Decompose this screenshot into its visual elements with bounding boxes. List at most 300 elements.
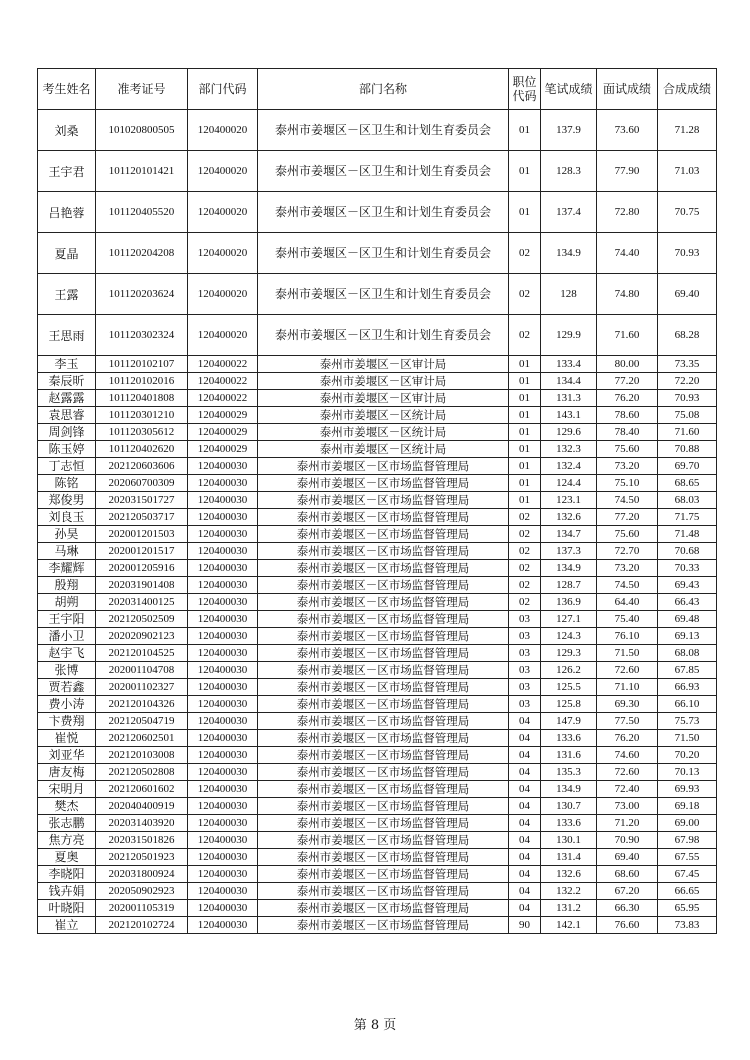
cell-ticket-no: 202120501923: [96, 849, 188, 866]
cell-total-score: 66.65: [658, 883, 717, 900]
cell-dept-name: 泰州市姜堰区－区市场监督管理局: [258, 832, 509, 849]
cell-dept-name: 泰州市姜堰区－区市场监督管理局: [258, 594, 509, 611]
cell-dept-name: 泰州市姜堰区－区市场监督管理局: [258, 883, 509, 900]
cell-dept-code: 120400029: [188, 424, 258, 441]
cell-dept-name: 泰州市姜堰区－区卫生和计划生育委员会: [258, 151, 509, 192]
table-row: [38, 679, 717, 696]
cell-written-score: 132.2: [541, 883, 597, 900]
cell-interview-score: 74.50: [597, 492, 658, 509]
cell-total-score: 67.45: [658, 866, 717, 883]
cell-ticket-no: 101120204208: [96, 233, 188, 274]
table-row: [38, 645, 717, 662]
table-row: [38, 900, 717, 917]
table-body: [38, 110, 717, 934]
cell-interview-score: 74.50: [597, 577, 658, 594]
table-row: [38, 577, 717, 594]
cell-ticket-no: 202040400919: [96, 798, 188, 815]
cell-ticket-no: 202031403920: [96, 815, 188, 832]
cell-total-score: 68.08: [658, 645, 717, 662]
cell-ticket-no: 202120503717: [96, 509, 188, 526]
cell-dept-code: 120400030: [188, 730, 258, 747]
cell-dept-name: 泰州市姜堰区－区市场监督管理局: [258, 628, 509, 645]
cell-candidate-name: 樊杰: [38, 798, 96, 815]
cell-written-score: 133.6: [541, 730, 597, 747]
cell-written-score: 134.9: [541, 233, 597, 274]
cell-dept-code: 120400030: [188, 679, 258, 696]
cell-candidate-name: 胡朔: [38, 594, 96, 611]
cell-position-code: 04: [509, 815, 541, 832]
cell-position-code: 03: [509, 611, 541, 628]
cell-candidate-name: 马琳: [38, 543, 96, 560]
cell-ticket-no: 101120102107: [96, 356, 188, 373]
cell-ticket-no: 101120401808: [96, 390, 188, 407]
table-row: [38, 628, 717, 645]
cell-position-code: 01: [509, 390, 541, 407]
cell-written-score: 135.3: [541, 764, 597, 781]
table-row: [38, 274, 717, 315]
cell-total-score: 75.73: [658, 713, 717, 730]
table-row: [38, 441, 717, 458]
cell-ticket-no: 202031901408: [96, 577, 188, 594]
table-row: [38, 233, 717, 274]
cell-dept-code: 120400030: [188, 645, 258, 662]
cell-ticket-no: 101120101421: [96, 151, 188, 192]
cell-ticket-no: 202020902123: [96, 628, 188, 645]
cell-position-code: 01: [509, 424, 541, 441]
cell-dept-code: 120400030: [188, 577, 258, 594]
cell-interview-score: 76.60: [597, 917, 658, 934]
cell-written-score: 131.4: [541, 849, 597, 866]
cell-interview-score: 75.60: [597, 526, 658, 543]
cell-ticket-no: 202120103008: [96, 747, 188, 764]
cell-interview-score: 69.30: [597, 696, 658, 713]
table-row: [38, 662, 717, 679]
cell-dept-code: 120400022: [188, 356, 258, 373]
cell-dept-name: 泰州市姜堰区－区统计局: [258, 407, 509, 424]
table-row: [38, 594, 717, 611]
cell-candidate-name: 丁志恒: [38, 458, 96, 475]
cell-total-score: 71.48: [658, 526, 717, 543]
cell-interview-score: 74.60: [597, 747, 658, 764]
cell-position-code: 01: [509, 441, 541, 458]
cell-position-code: 01: [509, 458, 541, 475]
cell-total-score: 68.03: [658, 492, 717, 509]
cell-ticket-no: 202120603606: [96, 458, 188, 475]
cell-candidate-name: 王宇君: [38, 151, 96, 192]
cell-dept-name: 泰州市姜堰区－区市场监督管理局: [258, 662, 509, 679]
cell-position-code: 01: [509, 356, 541, 373]
cell-candidate-name: 李晓阳: [38, 866, 96, 883]
cell-interview-score: 71.50: [597, 645, 658, 662]
table-row: [38, 696, 717, 713]
cell-dept-name: 泰州市姜堰区－区市场监督管理局: [258, 730, 509, 747]
header-interview-score: 面试成绩: [597, 69, 658, 110]
cell-candidate-name: 崔立: [38, 917, 96, 934]
cell-ticket-no: 202001201503: [96, 526, 188, 543]
cell-interview-score: 75.40: [597, 611, 658, 628]
cell-position-code: 02: [509, 543, 541, 560]
cell-candidate-name: 王露: [38, 274, 96, 315]
cell-dept-code: 120400029: [188, 407, 258, 424]
cell-ticket-no: 202060700309: [96, 475, 188, 492]
cell-candidate-name: 吕艳蓉: [38, 192, 96, 233]
cell-interview-score: 73.20: [597, 458, 658, 475]
cell-dept-name: 泰州市姜堰区－区市场监督管理局: [258, 764, 509, 781]
cell-total-score: 68.65: [658, 475, 717, 492]
cell-interview-score: 73.00: [597, 798, 658, 815]
cell-dept-name: 泰州市姜堰区－区市场监督管理局: [258, 560, 509, 577]
cell-candidate-name: 殷翔: [38, 577, 96, 594]
cell-dept-name: 泰州市姜堰区－区市场监督管理局: [258, 917, 509, 934]
cell-position-code: 02: [509, 526, 541, 543]
cell-ticket-no: 202031501826: [96, 832, 188, 849]
cell-dept-code: 120400030: [188, 560, 258, 577]
cell-written-score: 133.4: [541, 356, 597, 373]
cell-written-score: 132.6: [541, 866, 597, 883]
cell-interview-score: 73.60: [597, 110, 658, 151]
cell-position-code: 02: [509, 274, 541, 315]
cell-position-code: 03: [509, 696, 541, 713]
cell-interview-score: 75.60: [597, 441, 658, 458]
cell-candidate-name: 叶晓阳: [38, 900, 96, 917]
cell-dept-name: 泰州市姜堰区－区卫生和计划生育委员会: [258, 233, 509, 274]
cell-interview-score: 70.90: [597, 832, 658, 849]
cell-dept-code: 120400029: [188, 441, 258, 458]
cell-position-code: 01: [509, 475, 541, 492]
cell-total-score: 69.13: [658, 628, 717, 645]
cell-ticket-no: 202031501727: [96, 492, 188, 509]
cell-total-score: 71.03: [658, 151, 717, 192]
cell-dept-code: 120400030: [188, 866, 258, 883]
cell-candidate-name: 卞费翔: [38, 713, 96, 730]
cell-interview-score: 75.10: [597, 475, 658, 492]
cell-written-score: 134.9: [541, 560, 597, 577]
cell-written-score: 137.4: [541, 192, 597, 233]
cell-ticket-no: 202120504719: [96, 713, 188, 730]
cell-candidate-name: 张博: [38, 662, 96, 679]
cell-ticket-no: 202120104326: [96, 696, 188, 713]
table-row: [38, 543, 717, 560]
cell-total-score: 70.93: [658, 233, 717, 274]
cell-ticket-no: 202001205916: [96, 560, 188, 577]
cell-written-score: 133.6: [541, 815, 597, 832]
cell-position-code: 03: [509, 628, 541, 645]
cell-dept-name: 泰州市姜堰区－区统计局: [258, 424, 509, 441]
cell-ticket-no: 202031800924: [96, 866, 188, 883]
table-row: [38, 849, 717, 866]
cell-candidate-name: 刘良玉: [38, 509, 96, 526]
table-row: [38, 832, 717, 849]
cell-dept-code: 120400030: [188, 696, 258, 713]
table-row: [38, 151, 717, 192]
table-row: [38, 730, 717, 747]
cell-candidate-name: 刘亚华: [38, 747, 96, 764]
cell-interview-score: 77.20: [597, 373, 658, 390]
cell-written-score: 137.3: [541, 543, 597, 560]
table-row: [38, 390, 717, 407]
cell-written-score: 128.3: [541, 151, 597, 192]
cell-dept-name: 泰州市姜堰区－区卫生和计划生育委员会: [258, 192, 509, 233]
cell-position-code: 90: [509, 917, 541, 934]
cell-ticket-no: 202001104708: [96, 662, 188, 679]
cell-dept-name: 泰州市姜堰区－区市场监督管理局: [258, 781, 509, 798]
cell-total-score: 70.88: [658, 441, 717, 458]
cell-dept-code: 120400020: [188, 233, 258, 274]
cell-total-score: 71.50: [658, 730, 717, 747]
cell-written-score: 129.9: [541, 315, 597, 356]
cell-candidate-name: 袁思睿: [38, 407, 96, 424]
cell-interview-score: 68.60: [597, 866, 658, 883]
cell-interview-score: 74.80: [597, 274, 658, 315]
cell-total-score: 67.55: [658, 849, 717, 866]
cell-candidate-name: 刘桑: [38, 110, 96, 151]
cell-interview-score: 78.60: [597, 407, 658, 424]
cell-position-code: 01: [509, 373, 541, 390]
cell-total-score: 71.60: [658, 424, 717, 441]
cell-position-code: 01: [509, 192, 541, 233]
cell-dept-name: 泰州市姜堰区－区卫生和计划生育委员会: [258, 315, 509, 356]
cell-interview-score: 76.20: [597, 730, 658, 747]
cell-candidate-name: 崔悦: [38, 730, 96, 747]
cell-ticket-no: 101120302324: [96, 315, 188, 356]
cell-ticket-no: 202001102327: [96, 679, 188, 696]
cell-dept-name: 泰州市姜堰区－区市场监督管理局: [258, 679, 509, 696]
cell-written-score: 132.4: [541, 458, 597, 475]
cell-total-score: 71.75: [658, 509, 717, 526]
table-row: [38, 373, 717, 390]
cell-position-code: 02: [509, 594, 541, 611]
cell-written-score: 131.2: [541, 900, 597, 917]
cell-ticket-no: 101120102016: [96, 373, 188, 390]
cell-dept-name: 泰州市姜堰区－区市场监督管理局: [258, 526, 509, 543]
cell-position-code: 04: [509, 798, 541, 815]
header-total-score: 合成成绩: [658, 69, 717, 110]
cell-dept-code: 120400030: [188, 662, 258, 679]
cell-interview-score: 77.50: [597, 713, 658, 730]
cell-dept-code: 120400030: [188, 526, 258, 543]
cell-position-code: 02: [509, 560, 541, 577]
cell-candidate-name: 夏奥: [38, 849, 96, 866]
cell-position-code: 01: [509, 151, 541, 192]
cell-total-score: 69.18: [658, 798, 717, 815]
cell-written-score: 128.7: [541, 577, 597, 594]
table-row: [38, 560, 717, 577]
cell-interview-score: 73.20: [597, 560, 658, 577]
cell-candidate-name: 王思雨: [38, 315, 96, 356]
cell-candidate-name: 李耀辉: [38, 560, 96, 577]
cell-written-score: 147.9: [541, 713, 597, 730]
cell-dept-name: 泰州市姜堰区－区市场监督管理局: [258, 713, 509, 730]
cell-dept-code: 120400030: [188, 815, 258, 832]
cell-dept-name: 泰州市姜堰区－区市场监督管理局: [258, 611, 509, 628]
cell-dept-name: 泰州市姜堰区－区市场监督管理局: [258, 815, 509, 832]
cell-ticket-no: 202120102724: [96, 917, 188, 934]
cell-interview-score: 72.40: [597, 781, 658, 798]
table-row: [38, 713, 717, 730]
cell-dept-code: 120400020: [188, 151, 258, 192]
cell-ticket-no: 202001201517: [96, 543, 188, 560]
cell-written-score: 136.9: [541, 594, 597, 611]
table-row: [38, 917, 717, 934]
table-row: [38, 798, 717, 815]
cell-written-score: 126.2: [541, 662, 597, 679]
cell-ticket-no: 202050902923: [96, 883, 188, 900]
cell-written-score: 125.5: [541, 679, 597, 696]
cell-total-score: 70.75: [658, 192, 717, 233]
table-row: [38, 509, 717, 526]
cell-dept-code: 120400030: [188, 764, 258, 781]
cell-written-score: 129.3: [541, 645, 597, 662]
cell-interview-score: 80.00: [597, 356, 658, 373]
cell-written-score: 125.8: [541, 696, 597, 713]
cell-written-score: 129.6: [541, 424, 597, 441]
cell-dept-name: 泰州市姜堰区－区市场监督管理局: [258, 458, 509, 475]
cell-position-code: 04: [509, 747, 541, 764]
cell-total-score: 70.68: [658, 543, 717, 560]
table-row: [38, 110, 717, 151]
page-number: 第 8 页: [353, 1018, 397, 1033]
cell-total-score: 69.40: [658, 274, 717, 315]
cell-dept-code: 120400030: [188, 713, 258, 730]
cell-dept-code: 120400020: [188, 110, 258, 151]
cell-written-score: 132.3: [541, 441, 597, 458]
cell-interview-score: 77.90: [597, 151, 658, 192]
cell-written-score: 130.7: [541, 798, 597, 815]
cell-written-score: 131.3: [541, 390, 597, 407]
cell-position-code: 04: [509, 730, 541, 747]
cell-written-score: 142.1: [541, 917, 597, 934]
cell-total-score: 68.28: [658, 315, 717, 356]
cell-total-score: 73.35: [658, 356, 717, 373]
cell-candidate-name: 赵露露: [38, 390, 96, 407]
cell-dept-name: 泰州市姜堰区－区审计局: [258, 390, 509, 407]
table-row: [38, 815, 717, 832]
cell-dept-code: 120400030: [188, 458, 258, 475]
cell-dept-code: 120400030: [188, 883, 258, 900]
header-dept-name: 部门名称: [258, 69, 509, 110]
cell-dept-name: 泰州市姜堰区－区市场监督管理局: [258, 798, 509, 815]
cell-total-score: 69.43: [658, 577, 717, 594]
cell-written-score: 143.1: [541, 407, 597, 424]
table-row: [38, 407, 717, 424]
cell-position-code: 03: [509, 679, 541, 696]
table-row: [38, 356, 717, 373]
table-row: [38, 424, 717, 441]
cell-dept-code: 120400030: [188, 900, 258, 917]
table-row: [38, 747, 717, 764]
cell-total-score: 69.00: [658, 815, 717, 832]
cell-written-score: 124.3: [541, 628, 597, 645]
cell-candidate-name: 陈铭: [38, 475, 96, 492]
cell-dept-name: 泰州市姜堰区－区统计局: [258, 441, 509, 458]
cell-dept-code: 120400030: [188, 492, 258, 509]
cell-dept-code: 120400030: [188, 543, 258, 560]
cell-written-score: 134.9: [541, 781, 597, 798]
cell-total-score: 69.48: [658, 611, 717, 628]
table-row: [38, 475, 717, 492]
cell-candidate-name: 王宇阳: [38, 611, 96, 628]
cell-dept-name: 泰州市姜堰区－区市场监督管理局: [258, 866, 509, 883]
header-name: 考生姓名: [38, 69, 96, 110]
cell-dept-name: 泰州市姜堰区－区市场监督管理局: [258, 747, 509, 764]
cell-candidate-name: 秦辰昕: [38, 373, 96, 390]
cell-written-score: 124.4: [541, 475, 597, 492]
cell-candidate-name: 周剑锋: [38, 424, 96, 441]
cell-candidate-name: 费小涛: [38, 696, 96, 713]
cell-total-score: 73.83: [658, 917, 717, 934]
cell-interview-score: 78.40: [597, 424, 658, 441]
cell-written-score: 123.1: [541, 492, 597, 509]
cell-position-code: 04: [509, 866, 541, 883]
cell-interview-score: 71.60: [597, 315, 658, 356]
cell-interview-score: 76.10: [597, 628, 658, 645]
cell-ticket-no: 101120301210: [96, 407, 188, 424]
header-ticket-no: 准考证号: [96, 69, 188, 110]
table-header-row: [38, 69, 717, 110]
cell-position-code: 01: [509, 407, 541, 424]
cell-interview-score: 71.10: [597, 679, 658, 696]
cell-position-code: 02: [509, 577, 541, 594]
cell-dept-code: 120400020: [188, 274, 258, 315]
cell-candidate-name: 唐友梅: [38, 764, 96, 781]
cell-dept-name: 泰州市姜堰区－区市场监督管理局: [258, 492, 509, 509]
cell-interview-score: 74.40: [597, 233, 658, 274]
cell-position-code: 02: [509, 315, 541, 356]
cell-dept-name: 泰州市姜堰区－区市场监督管理局: [258, 509, 509, 526]
cell-dept-code: 120400030: [188, 475, 258, 492]
cell-position-code: 04: [509, 832, 541, 849]
cell-dept-name: 泰州市姜堰区－区市场监督管理局: [258, 900, 509, 917]
cell-written-score: 128: [541, 274, 597, 315]
cell-dept-code: 120400030: [188, 917, 258, 934]
cell-candidate-name: 宋明月: [38, 781, 96, 798]
cell-dept-name: 泰州市姜堰区－区卫生和计划生育委员会: [258, 110, 509, 151]
cell-dept-code: 120400030: [188, 798, 258, 815]
cell-interview-score: 77.20: [597, 509, 658, 526]
cell-interview-score: 72.60: [597, 662, 658, 679]
cell-candidate-name: 赵宇飞: [38, 645, 96, 662]
cell-ticket-no: 101020800505: [96, 110, 188, 151]
cell-ticket-no: 202120601602: [96, 781, 188, 798]
cell-interview-score: 66.30: [597, 900, 658, 917]
cell-total-score: 66.10: [658, 696, 717, 713]
cell-total-score: 70.33: [658, 560, 717, 577]
cell-dept-name: 泰州市姜堰区－区审计局: [258, 356, 509, 373]
cell-position-code: 01: [509, 110, 541, 151]
cell-candidate-name: 张志鹏: [38, 815, 96, 832]
cell-dept-name: 泰州市姜堰区－区市场监督管理局: [258, 577, 509, 594]
cell-ticket-no: 202120502509: [96, 611, 188, 628]
cell-interview-score: 64.40: [597, 594, 658, 611]
cell-position-code: 04: [509, 781, 541, 798]
header-written-score: 笔试成绩: [541, 69, 597, 110]
cell-candidate-name: 潘小卫: [38, 628, 96, 645]
cell-dept-code: 120400030: [188, 594, 258, 611]
cell-interview-score: 67.20: [597, 883, 658, 900]
cell-dept-code: 120400030: [188, 781, 258, 798]
cell-written-score: 134.4: [541, 373, 597, 390]
cell-position-code: 04: [509, 713, 541, 730]
cell-total-score: 72.20: [658, 373, 717, 390]
cell-dept-code: 120400020: [188, 315, 258, 356]
cell-position-code: 01: [509, 492, 541, 509]
cell-total-score: 66.93: [658, 679, 717, 696]
header-dept-code: 部门代码: [188, 69, 258, 110]
cell-total-score: 71.28: [658, 110, 717, 151]
cell-dept-code: 120400020: [188, 192, 258, 233]
cell-total-score: 69.70: [658, 458, 717, 475]
cell-written-score: 137.9: [541, 110, 597, 151]
